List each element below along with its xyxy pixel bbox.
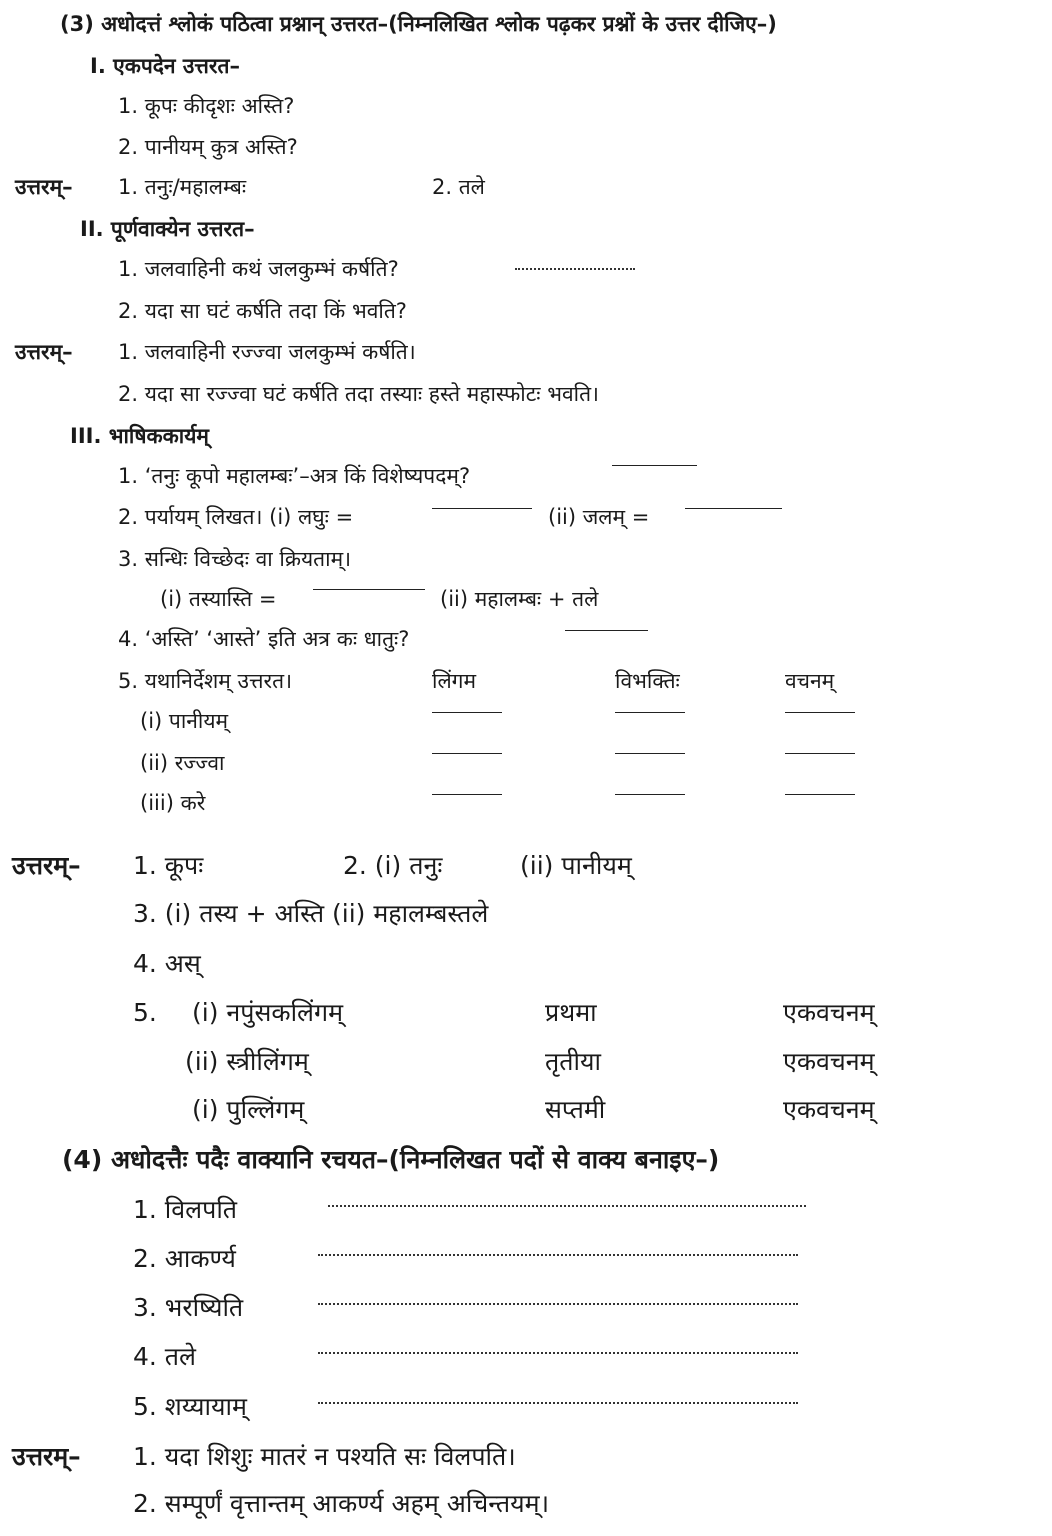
- dotted-line: [318, 1402, 798, 1404]
- blank: [612, 465, 697, 466]
- question: 2. पानीयम् कुत्र अस्ति?: [118, 135, 298, 159]
- answer-cell: (i) पुल्लिंगम्: [192, 1095, 305, 1124]
- dotted-line: [328, 1205, 806, 1207]
- col-header: वचनम्: [785, 669, 835, 693]
- s3-title: III. भाषिककार्यम्: [70, 424, 209, 448]
- answer-cell: तृतीया: [545, 1047, 601, 1076]
- col-header: लिंगम: [432, 669, 477, 693]
- dotted-line: [318, 1254, 798, 1256]
- answer: 1. यदा शिशुः मातरं न पश्यति सः विलपति।: [133, 1442, 516, 1471]
- row-label: (ii) रज्ज्वा: [140, 751, 225, 775]
- s1-title: I. एकपदेन उत्तरत–: [90, 54, 240, 78]
- s2-title: II. पूर्णवाक्येन उत्तरत–: [80, 217, 255, 241]
- answer: 3. (i) तस्य + अस्ति (ii) महालम्बस्तले: [133, 899, 489, 928]
- question: 2. यदा सा घटं कर्षति तदा किं भवति?: [118, 299, 407, 323]
- question: 1. कूपः कीदृशः अस्ति?: [118, 94, 295, 118]
- answer-cell: एकवचनम्: [783, 1095, 875, 1124]
- blank: [432, 508, 532, 509]
- answer: 2. तले: [432, 175, 485, 199]
- dotted-line: [515, 268, 635, 270]
- blank: [615, 794, 685, 795]
- answer: 5.: [133, 998, 157, 1027]
- answer: 1. कूपः: [133, 851, 204, 880]
- answer: 4. अस्: [133, 949, 201, 978]
- word: 3. भरष्यिति: [133, 1293, 244, 1322]
- word: 1. विलपति: [133, 1195, 238, 1224]
- blank: [615, 753, 685, 754]
- dotted-line: [318, 1303, 798, 1305]
- answer-cell: (ii) स्त्रीलिंगम्: [185, 1047, 309, 1076]
- question: (ii) जलम् =: [548, 505, 650, 529]
- answer: 1. जलवाहिनी रज्ज्वा जलकुम्भं कर्षति।: [118, 340, 416, 364]
- answer-cell: सप्तमी: [545, 1095, 606, 1124]
- question: (ii) महालम्बः + तले: [440, 587, 599, 611]
- blank: [785, 712, 855, 713]
- row-label: (iii) करे: [140, 791, 206, 815]
- blank: [313, 589, 425, 590]
- word: 4. तले: [133, 1342, 196, 1371]
- question: 4. ‘अस्ति’ ‘आस्ते’ इति अत्र कः धातुः?: [118, 627, 410, 651]
- question: 2. पर्यायम् लिखत। (i) लघुः =: [118, 505, 354, 529]
- blank: [785, 794, 855, 795]
- answer: 2. (i) तनुः: [343, 851, 443, 880]
- blank: [432, 753, 502, 754]
- blank: [615, 712, 685, 713]
- answer-cell: (i) नपुंसकलिंगम्: [192, 998, 344, 1027]
- q3-heading: (3) अधोदत्तं श्लोकं पठित्वा प्रश्नान् उत्तरत–(निम्नलिखित श्लोक पढ़कर प्रश्नों के उत्तर दीजिए–): [60, 12, 777, 36]
- col-header: विभक्तिः: [615, 669, 680, 693]
- answer-label: उत्तरम्–: [12, 851, 81, 880]
- answer: 2. सम्पूर्णं वृत्तान्तम् आकर्ण्य अहम् अचिन्तयम्।: [133, 1489, 550, 1518]
- answer: (ii) पानीयम्: [520, 851, 632, 880]
- question: 1. जलवाहिनी कथं जलकुम्भं कर्षति?: [118, 257, 399, 281]
- row-label: (i) पानीयम्: [140, 709, 229, 733]
- answer-label: उत्तरम्–: [15, 175, 73, 199]
- blank: [785, 753, 855, 754]
- question: 5. यथानिर्देशम् उत्तरत।: [118, 669, 293, 693]
- dotted-line: [318, 1352, 798, 1354]
- blank: [432, 712, 502, 713]
- blank: [432, 794, 502, 795]
- blank: [565, 630, 648, 631]
- answer-cell: प्रथमा: [545, 998, 597, 1027]
- answer: 2. यदा सा रज्ज्वा घटं कर्षति तदा तस्याः हस्ते महास्फोटः भवति।: [118, 382, 600, 406]
- word: 2. आकर्ण्य: [133, 1244, 236, 1273]
- question: (i) तस्यास्ति =: [160, 587, 277, 611]
- word: 5. शय्यायाम्: [133, 1392, 247, 1421]
- question: 3. सन्धिः विच्छेदः वा क्रियताम्।: [118, 547, 352, 571]
- answer: 1. तनुः/महालम्बः: [118, 175, 247, 199]
- question: 1. ‘तनुः कूपो महालम्बः’–अत्र किं विशेष्यपदम्?: [118, 464, 471, 488]
- answer-cell: एकवचनम्: [783, 1047, 875, 1076]
- answer-label: उत्तरम्–: [15, 340, 73, 364]
- answer-cell: एकवचनम्: [783, 998, 875, 1027]
- answer-label: उत्तरम्–: [12, 1442, 81, 1471]
- q4-heading: (4) अधोदत्तैः पदैः वाक्यानि रचयत–(निम्नलिखत पदों से वाक्य बनाइए–): [62, 1145, 720, 1174]
- blank: [685, 508, 782, 509]
